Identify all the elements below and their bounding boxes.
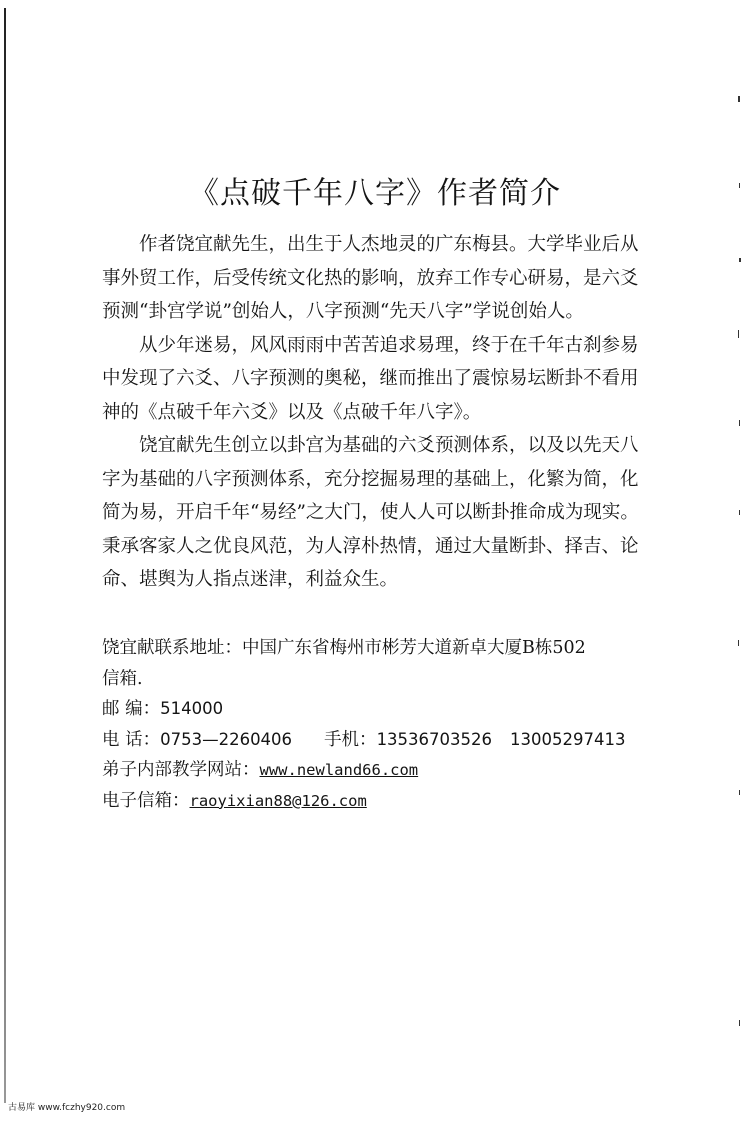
mobile-value-1: 13536703526: [376, 729, 493, 749]
phone-value: 0753—2260406: [160, 729, 293, 749]
email-label: 电子信箱：: [102, 790, 190, 811]
postcode-row: [102, 694, 662, 725]
website-row: [102, 755, 662, 786]
phone-label: 电 话：: [102, 729, 161, 750]
scan-mark: [739, 510, 740, 515]
email-link[interactable]: raoyixian88@126.com: [189, 791, 367, 810]
scan-mark: [738, 640, 739, 646]
footer-watermark: 古易库 www.fczhy920.com: [8, 1103, 126, 1113]
website-label: 弟子内部教学网站：: [102, 760, 260, 780]
bio-paragraph: 从少年迷易，风风雨雨中苦苦追求易理，终于在千年古刹参易中发现了六爻、八字预测的奥秘，继而推出了震惊易坛断卦不看用神的《点破千年六爻》以及《点破千年八字》。: [102, 334, 639, 423]
scan-mark: [739, 1020, 740, 1026]
mobile-value-2: 13005297413: [510, 729, 626, 749]
scan-mark: [739, 420, 740, 426]
email-row: [102, 786, 662, 817]
page-title: 《点破千年八字》作者简介: [189, 176, 561, 211]
author-bio: [102, 228, 654, 597]
mobile-label: 手机：: [324, 729, 377, 750]
address-continuation: 信箱.: [102, 668, 143, 689]
scan-mark: [738, 330, 739, 338]
postcode-label: 邮 编：: [102, 699, 161, 719]
scan-mark: [739, 258, 741, 262]
phone-row: [102, 725, 662, 756]
website-link[interactable]: www.newland66.com: [259, 761, 419, 779]
bio-paragraph: 作者饶宜献先生，出生于人杰地灵的广东梅县。大学毕业后从事外贸工作，后受传统文化热的影响，放弃工作专心研易，是六爻预测“卦宫学说”创始人，八字预测“先天八字”学说创始人。: [102, 234, 639, 322]
contact-info: [102, 633, 662, 816]
address-row: [102, 633, 662, 664]
bio-paragraph: 饶宜献先生创立以卦宫为基础的六爻预测体系，以及以先天八字为基础的八字预测体系，充分挖掘易理的基础上，化繁为简，化简为易，开启千年“易经”之大门，使人人可以断卦推命成为现实。秉承客家人之优良风范，为人淳朴热情，通过大量断卦、择吉、论命、堪舆为人指点迷津，利益众生。: [102, 435, 639, 590]
postcode-value: 514000: [160, 699, 224, 718]
scan-mark: [739, 790, 740, 795]
address-label: 饶宜献联系地址：: [102, 638, 242, 658]
address-value: 中国广东省梅州市彬芳大道新卓大厦B栋502: [242, 638, 586, 658]
scan-mark: [738, 96, 740, 102]
